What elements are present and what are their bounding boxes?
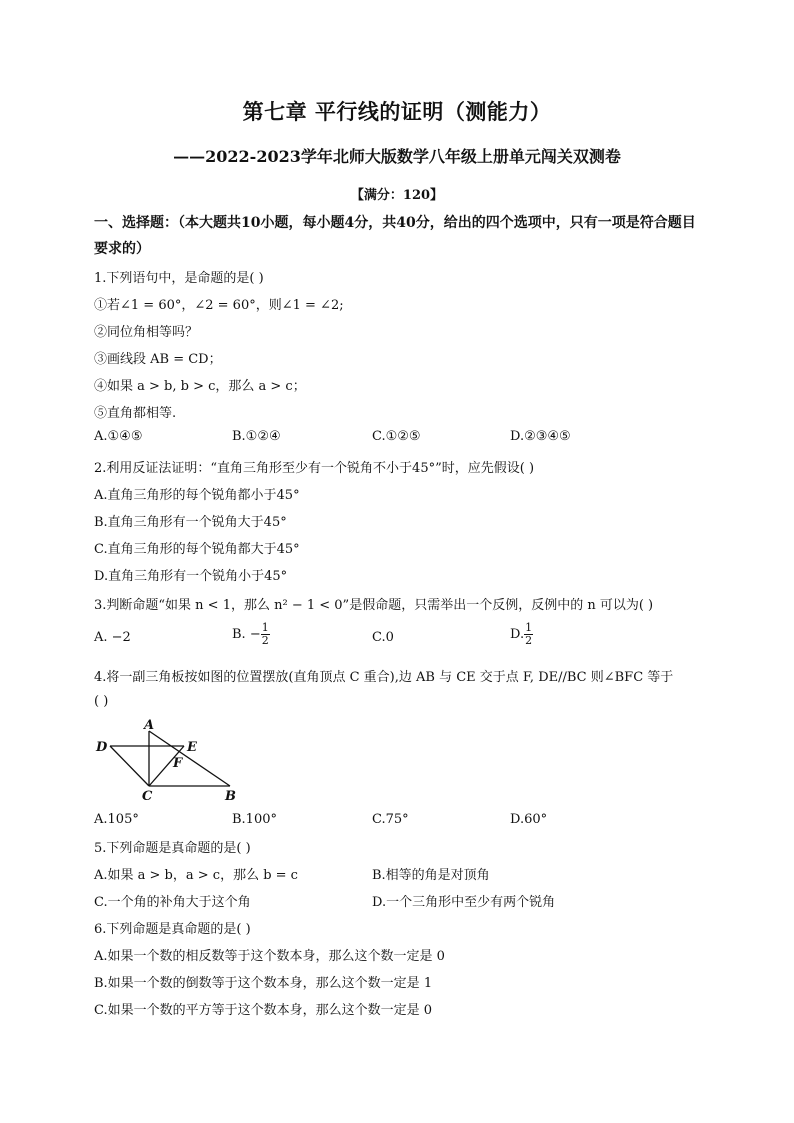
q2-option-b[interactable]: B.直角三角形有一个锐角大于45° xyxy=(94,515,287,530)
point-label-d: D xyxy=(96,740,108,755)
q5-option-a[interactable]: A.如果 a > b，a > c，那么 b = c xyxy=(94,868,298,883)
page-title: 第七章 平行线的证明（测能力） xyxy=(242,99,552,124)
q2-option-c[interactable]: C.直角三角形的每个锐角都大于45° xyxy=(94,542,300,557)
q1-statement-4: ④如果 a > b, b > c，那么 a > c； xyxy=(94,379,306,394)
q4-option-b[interactable]: B.100° xyxy=(232,812,277,827)
fraction-half: $\frac{1}{2}$ xyxy=(525,621,533,647)
q3-option-c[interactable]: C.0 xyxy=(372,630,394,645)
q1-statement-2: ②同位角相等吗？ xyxy=(94,325,199,340)
point-label-a: A xyxy=(144,718,155,733)
full-score: 【满分：120】 xyxy=(350,188,444,203)
q1-option-b[interactable]: B.①②④ xyxy=(232,429,281,444)
q3-option-b-prefix: B. − xyxy=(232,627,261,642)
q1-statement-5: ⑤直角都相等. xyxy=(94,406,177,421)
triangle-set-figure xyxy=(92,718,252,810)
segment-dc xyxy=(110,746,149,786)
fraction-half: $\frac{1}{2}$ xyxy=(261,621,269,647)
page-subtitle: ——2022-2023学年北师大版数学八年级上册单元闯关双测卷 xyxy=(173,147,621,166)
q2-option-a[interactable]: A.直角三角形的每个锐角都小于45° xyxy=(94,488,300,503)
point-label-c: C xyxy=(142,789,153,804)
q6-option-b[interactable]: B.如果一个数的倒数等于这个数本身，那么这个数一定是 1 xyxy=(94,976,433,991)
q1-option-a[interactable]: A.①④⑤ xyxy=(94,429,143,444)
q4-option-d[interactable]: D.60° xyxy=(510,812,548,827)
q1-option-c[interactable]: C.①②⑤ xyxy=(372,429,421,444)
q4-option-c[interactable]: C.75° xyxy=(372,812,409,827)
q2-stem: 2.利用反证法证明：“直角三角形至少有一个锐角不小于45°”时，应先假设( ) xyxy=(94,461,535,476)
section-heading: 一、选择题：（本大题共10小题，每小题4分，共40分，给出的四个选项中，只有一项是符合题目要求的） xyxy=(94,215,696,257)
q5-option-b[interactable]: B.相等的角是对顶角 xyxy=(372,868,490,883)
q1-statement-1: ①若∠1 = 60°，∠2 = 60°，则∠1 = ∠2; xyxy=(94,298,344,313)
q3-option-a[interactable]: A. −2 xyxy=(94,630,131,645)
q6-option-c[interactable]: C.如果一个数的平方等于这个数本身，那么这个数一定是 0 xyxy=(94,1003,433,1018)
q3-option-b[interactable] xyxy=(232,622,270,647)
q3-stem: 3.判断命题“如果 n < 1，那么 n² − 1 < 0”是假命题，只需举出一个反例，反例中的 n 可以为( ) xyxy=(94,598,654,613)
q1-stem: 1.下列语句中，是命题的是( ) xyxy=(94,271,264,286)
q6-option-a[interactable]: A.如果一个数的相反数等于这个数本身，那么这个数一定是 0 xyxy=(94,949,445,964)
q4-stem: 4.将一副三角板按如图的位置摆放(直角顶点 C 重合),边 AB 与 CE 交于点 F, DE//BC 则∠BFC 等于 xyxy=(94,670,674,685)
q1-statement-3: ③画线段 AB = CD； xyxy=(94,352,222,367)
q4-stem-bracket: ( ) xyxy=(94,694,109,709)
point-label-e: E xyxy=(187,740,197,755)
q5-stem: 5.下列命题是真命题的是( ) xyxy=(94,841,251,856)
q3-option-d-prefix: D. xyxy=(510,627,525,642)
q4-option-a[interactable]: A.105° xyxy=(94,812,139,827)
q1-option-d[interactable]: D.②③④⑤ xyxy=(510,429,571,444)
q5-option-d[interactable]: D.一个三角形中至少有两个锐角 xyxy=(372,895,556,910)
q2-option-d[interactable]: D.直角三角形有一个锐角小于45° xyxy=(94,569,288,584)
point-label-f: F xyxy=(173,756,183,771)
point-label-b: B xyxy=(225,789,236,804)
q3-option-d[interactable] xyxy=(510,622,533,647)
q6-stem: 6.下列命题是真命题的是( ) xyxy=(94,922,251,937)
q5-option-c[interactable]: C.一个角的补角大于这个角 xyxy=(94,895,251,910)
